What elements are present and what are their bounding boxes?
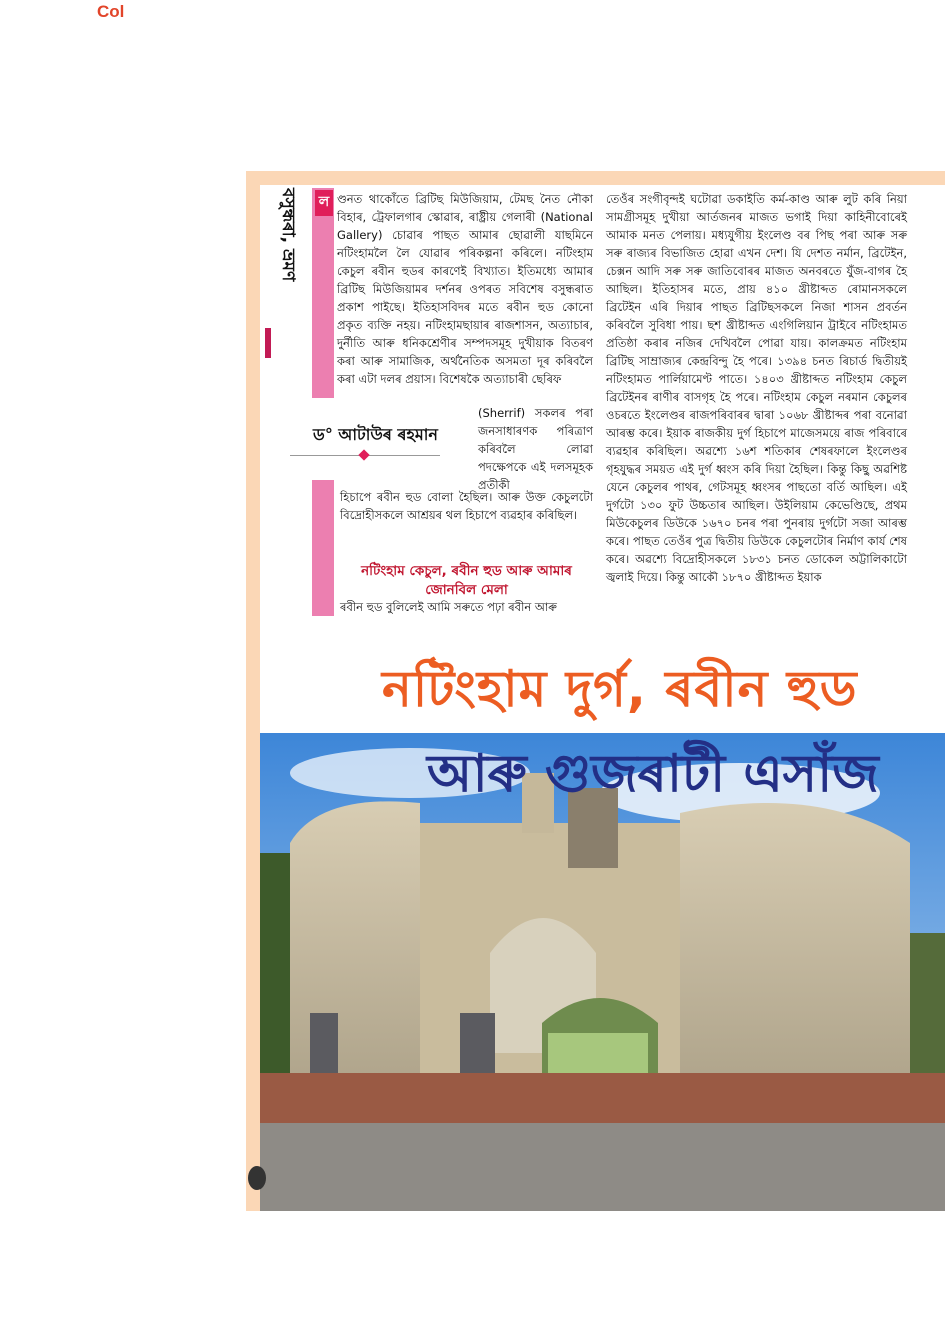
article-column-1-end: ৰবীন হুড বুলিলেই আমি সৰুতে পঢ়া ৰবীন আৰু (340, 600, 557, 614)
section-label-text: বসুন্ধৰা, ভ্ৰমণ (278, 188, 298, 282)
pink-strip-bottom (312, 480, 334, 616)
author-byline: ড° আটাউৰ ৰহমান (313, 425, 438, 444)
article-column-1: ণ্ডনত থাকোঁতে ব্ৰিটিছ মিউজিয়াম, টেমছ নৈত নৌকা বিহাৰ, ট্ৰেফালগাৰ স্কোৱাৰ, ৰাষ্ট্ৰীয় গেলাৰী (National Gallery) চোৱাৰ পাছত আমাৰ ছোৱালী যাছমিনে নটিংহামলৈ লৈ যোৱাৰ পৰিকল্পনা কৰিলে। নটিংহাম কেচুল ৰবীন হুডৰ কাৰণেই বিখ্যাত। ইতিমধ্যে আমাৰ ব্ৰিটিছ মিউজিয়ামৰ দৰ্শনৰ ওপৰত সবিশেষ বসুন্ধৰাত প্ৰকাশ পাইছে। ইতিহাসবিদৰ মতে ৰবীন হুড কোনো প্ৰকৃত ব্যক্তি নহয়। নটিংহামছায়াৰ ৰাজশাসন, অত্যাচাৰ, দুৰ্নীতি আৰু ধনিকশ্ৰেণীৰ সম্পদসমূহ দুখীয়াক বিতৰণ কৰা আৰু সামাজিক, অৰ্থনৈতিক অসমতা দূৰ কৰিবলৈ কৰা এটা দলৰ প্ৰয়াস। বিশেষকৈ অত্যাচাৰী ছেৰিফ (337, 192, 593, 386)
headline-line-2: আৰু গুজৰাটী এসাঁজ (427, 744, 879, 804)
article-column-2: তেওঁৰ সংগীবৃন্দই ঘটোৱা ডকাইতি কৰ্ম-কাণ্ড আৰু লুট কৰি নিয়া সামগ্ৰীসমূহ দুখীয়া আৰ্তজনৰ মাজত ভগাই দিয়া কাহিনীবোৰেই আমাক মনত পেলায়। মধ্যযুগীয় ইংলেণ্ড বৰ পিছ পৰা আৰু সৰু সৰু ৰাজ্যৰ বিভাজিত হোৱা এখন দেশ। যি দেশত নৰ্মান, ব্ৰিটেইন, চেক্সন আদি সৰু সৰু জাতিবোৰৰ মাজত অনবৰতে যুঁজ-বাগৰ হৈ আছিল। ইতিহাসৰ মতে, প্ৰায় ৪১০ খ্ৰীষ্টাব্দত ৰোমানসকলে ব্ৰিটেইন এৰি দিয়াৰ পাছত ব্ৰিটিছসকলে নিজা শাসন প্ৰবৰ্তন কৰিবলৈ সুবিধা পায়। ছশ খ্ৰীষ্টাব্দত এংগিলিয়ান ট্ৰাইবে নটিংহামত প্ৰতিষ্ঠা কৰাৰ নজিৰ দেখিবলৈ পোৱা যায়। কালক্ৰমত নটিংহাম ব্ৰিটিছ সাম্ৰাজ্যৰ কেন্দ্ৰবিন্দু হৈ পৰে। ১৩৯৪ চনত ৰিচাৰ্ড দ্বিতীয়ই নটিংহামত পাৰ্লিয়ামেণ্ট পাতে। ১৪০৩ খ্ৰীষ্টাব্দত নটিংহাম কেচুল ব্ৰিটেইনৰ ৰাণীৰ বাসগৃহ হৈ পৰে। নটিংহাম কেচুল নৰমান কেচুলৰ ওচৰতে ইংলেণ্ডৰ ৰাজপৰিবাৰৰ দ্বাৰা ১০৬৮ খ্ৰীষ্টাব্দৰ পৰা বনোৱা আৰম্ভ কৰে। ইয়াক ৰাজকীয় দুৰ্গ হিচাপে মাজেসময়ে ৰাজ পৰিবাৰে ব্যৱহাৰ কৰিছিল। অৱশ্যে ১৬শ শতিকাৰ শেষৰফালে ইংলেণ্ডৰ গৃহযুদ্ধৰ সময়ত এই দুৰ্গ ধ্বংস কৰি দিয়া হৈছিল। কিন্তু কিছু অৱশিষ্ট যেনে কেচুলৰ পাথৰ, গেটসমূহ ধ্বংসৰ পাছতো বৰ্তি আছিল। এই দুৰ্গটো ১৩০ ফুট উচ্চতাৰ আছিল। উইলিয়াম কেভেণ্ডিছে, প্ৰথম মিউকেচুলৰ ডিউকে ১৬৭০ চনৰ পৰা পুনৰায় দুৰ্গটো সজা আৰম্ভ কৰে। পাছত তেওঁৰ পুত্ৰ দ্বিতীয় ডিউকে কেচুলটোৰ নিৰ্মাণ কাৰ্য শেষ কৰে। অৱশ্যে বিদ্ৰোহীসকলে ১৮৩১ চনত ডোকেল অট্টালিকাটো জ্বলাই দিয়ে। কিন্তু আকৌ ১৮৭০ খ্ৰীষ্টাব্দত ইয়াক (606, 192, 907, 584)
corner-tag: Col (97, 2, 125, 21)
page-number-badge (248, 1166, 266, 1190)
headline-line-1: নটিংহাম দুৰ্গ, ৰবীন হুড (382, 660, 858, 718)
section-label (261, 188, 301, 358)
subheading: নটিংহাম কেচুল, ৰবীন হুড আৰু আমাৰ জোনবিল মেলা (361, 563, 572, 598)
article-column-1-continued: (Sherrif) সকলৰ পৰা জনসাধাৰণক পৰিত্ৰাণ কৰিবলৈ লোৱা পদক্ষেপকে এই দলসমূহক প্ৰতীকী (478, 406, 593, 492)
section-label-bar (265, 328, 271, 358)
dropcap: ল (315, 190, 333, 216)
pink-strip-top (312, 188, 334, 398)
article-column-1-lower: হিচাপে ৰবীন হুড বোলা হৈছিল। আৰু উক্ত কেচুলটো বিদ্ৰোহীসকলে আশ্ৰয়ৰ থল হিচাপে ব্যৱহাৰ কৰিছিল। (340, 490, 593, 522)
